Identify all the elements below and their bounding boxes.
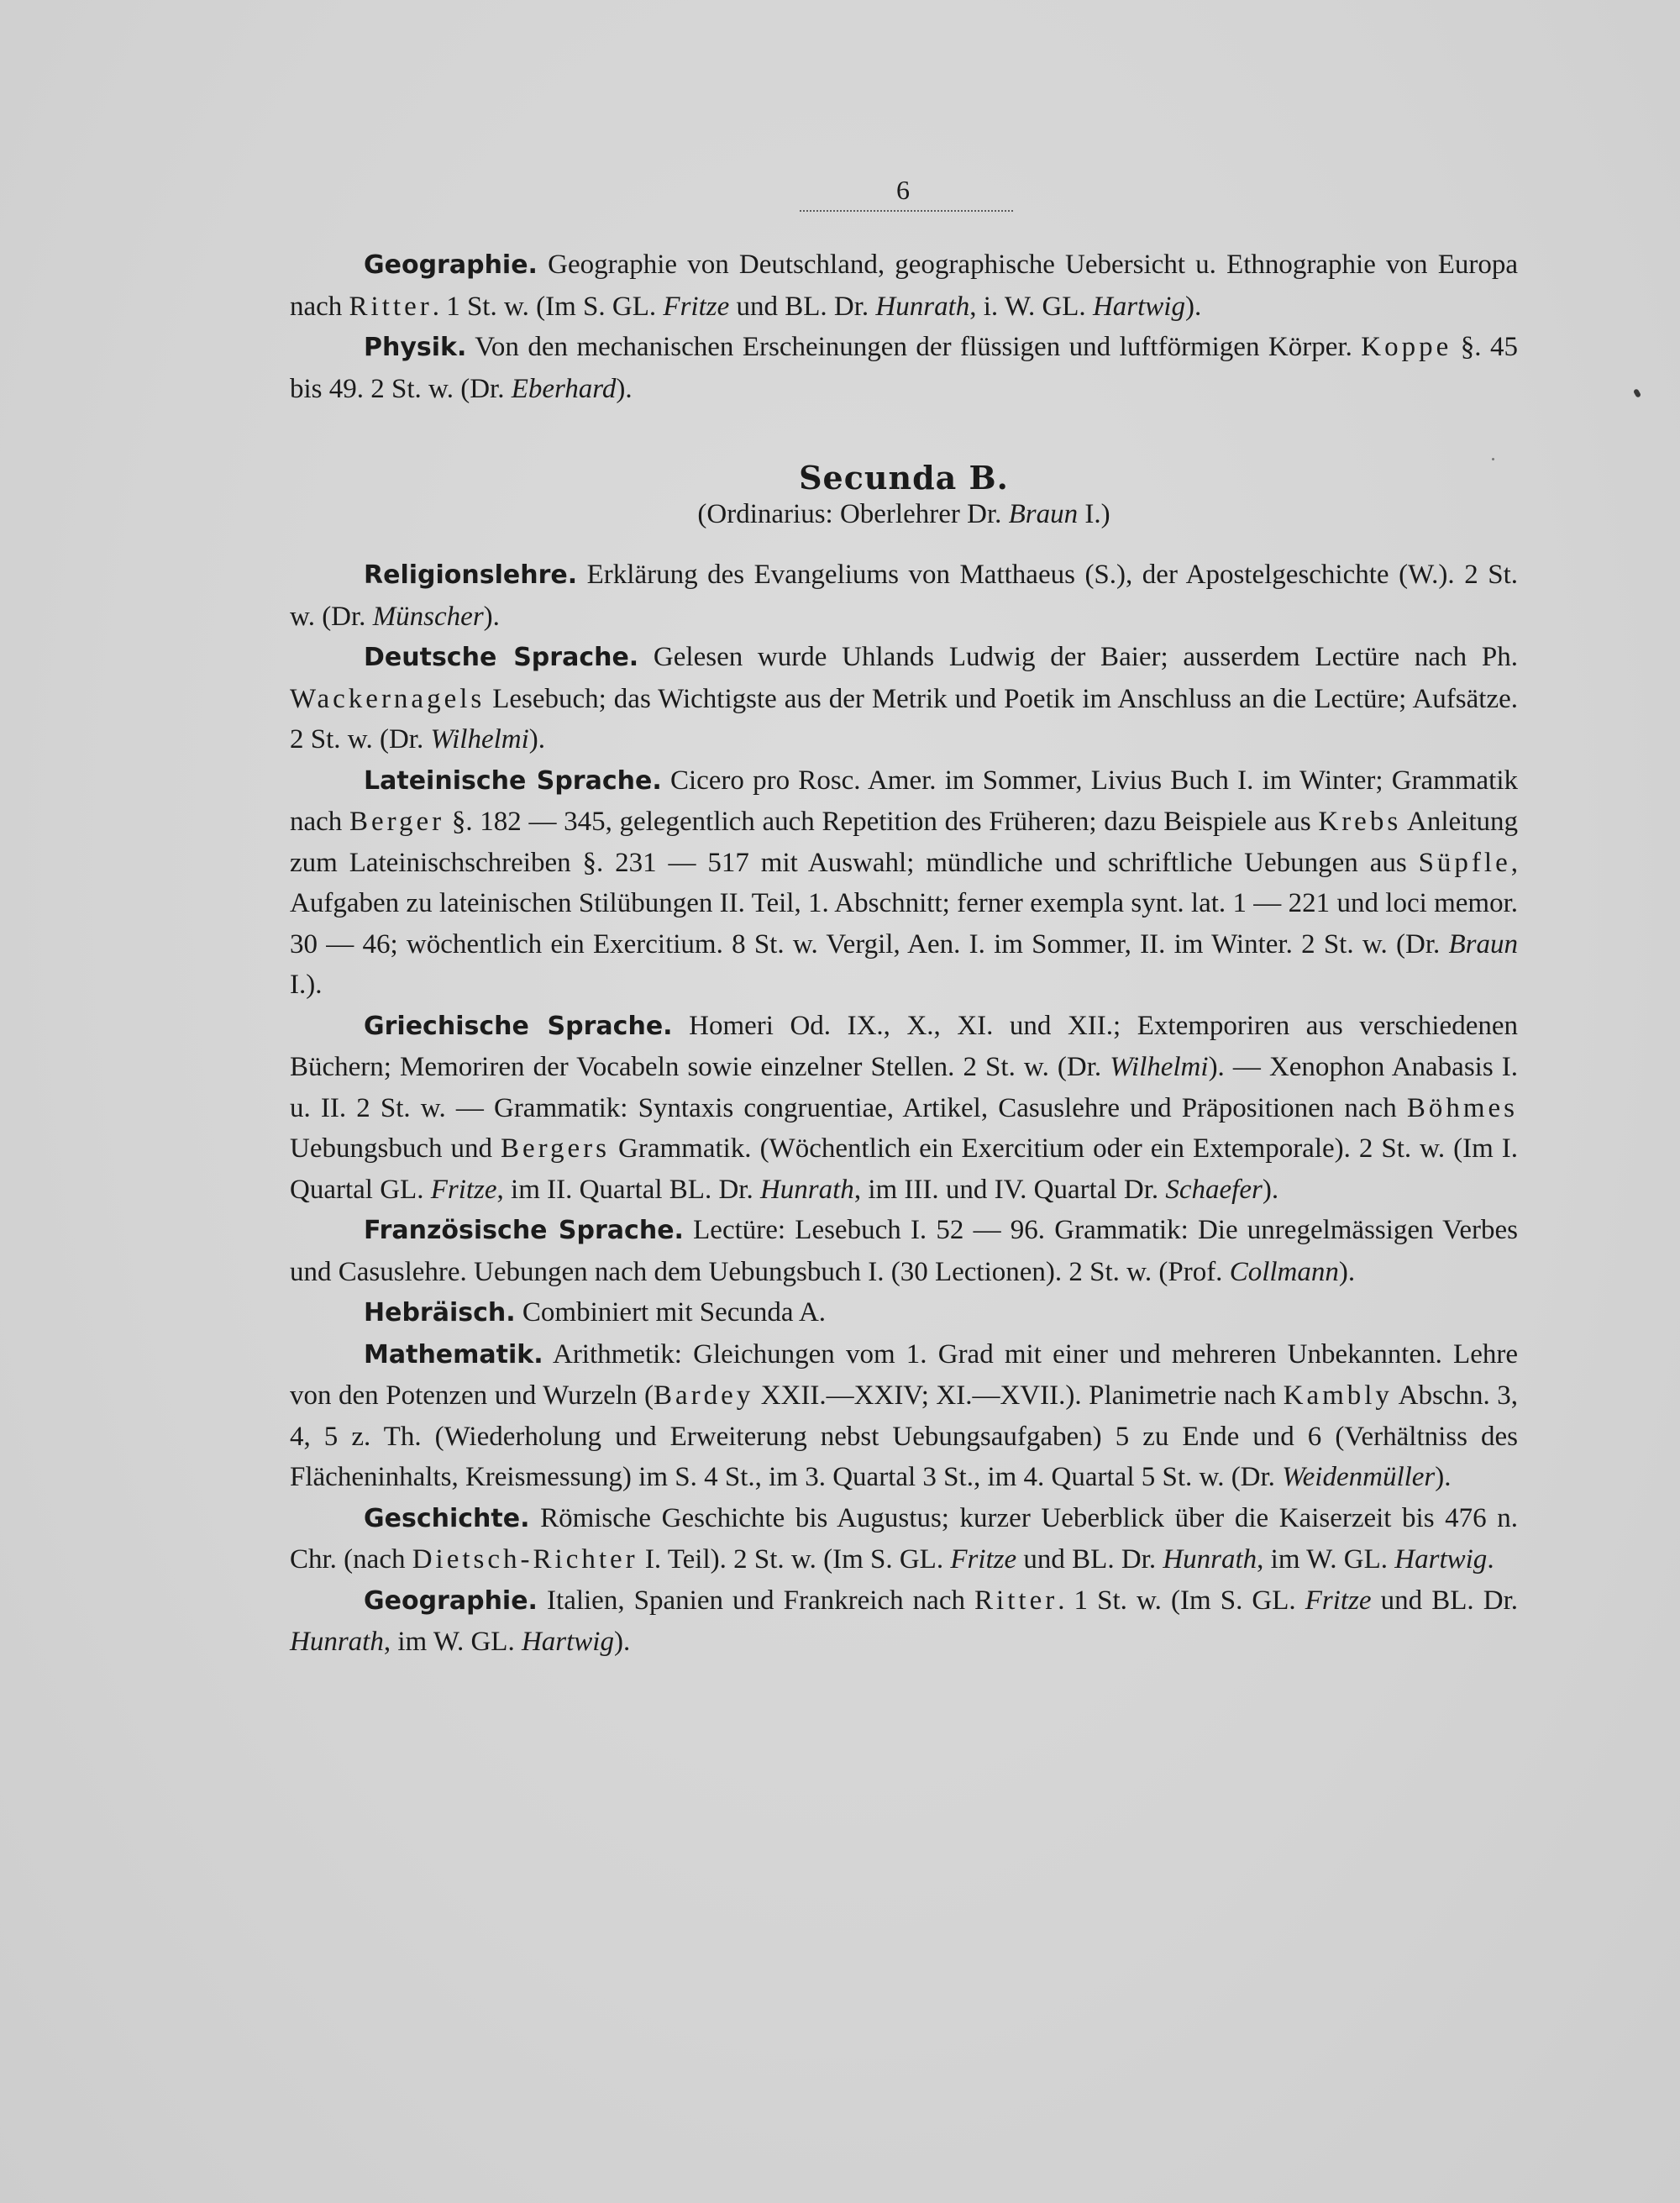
text-run: , im III. und IV. Quartal Dr. bbox=[853, 1174, 1166, 1205]
text-run: Anleitung zum Lateinischschreiben §. 231 — 517 mit Auswahl; mündliche und schriftliche Uebungen aus bbox=[290, 807, 1519, 878]
name-italic: Hunrath bbox=[1163, 1544, 1257, 1575]
text-run: . bbox=[1487, 1544, 1494, 1575]
text-run: XXII.—XXIV; XI.—XVII.). Planimetrie nach bbox=[753, 1380, 1284, 1411]
paragraph bbox=[290, 1292, 1518, 1334]
text-run: ). bbox=[613, 1627, 631, 1657]
subject-label: Religionslehre. bbox=[364, 560, 578, 590]
name-italic: Hartwig bbox=[1092, 291, 1185, 322]
subject-label: Mathematik. bbox=[364, 1339, 543, 1370]
text-run: §. 45 bis 49. 2 St. w. (Dr. bbox=[290, 332, 1518, 404]
paragraph bbox=[290, 244, 1518, 327]
subject-label: Lateinische Sprache. bbox=[364, 765, 662, 796]
name-spaced: Ritter bbox=[974, 1585, 1058, 1616]
text-run: ). bbox=[528, 724, 546, 754]
subject-label: Französische Sprache. bbox=[364, 1216, 684, 1245]
text-run: Combiniert mit Secunda A. bbox=[515, 1297, 827, 1328]
text-run: ). — Xenophon Anabasis I. u. II. 2 St. w. — Grammatik: Syntaxis congruentiae, Artikel, Casuslehre und Präpositionen nach bbox=[290, 1052, 1518, 1123]
text-run: ). bbox=[1338, 1256, 1356, 1287]
text-run: I. Teil). 2 St. w. (Im S. GL. bbox=[638, 1544, 951, 1575]
text-run: , Aufgaben zu lateinischen Stilübungen II. Teil, 1. Abschnitt; ferner exempla synt. lat. 1 — 221 und loci memor. 30 — 46; wöchentlich ein Exercitium. 8 St. w. Vergil, Aen. I. im Sommer, II. im Winter. 2 St. w. (Dr. bbox=[290, 847, 1518, 960]
name-spaced: Ritter bbox=[349, 291, 433, 322]
name-spaced: Berger bbox=[349, 807, 445, 837]
name-spaced: Koppe bbox=[1361, 332, 1452, 362]
text-run: I.). bbox=[290, 970, 323, 1000]
paragraph bbox=[290, 760, 1518, 1006]
text-run: Von den mechanischen Erscheinungen der flüssigen und luftförmigen Körper. bbox=[466, 332, 1362, 362]
paragraph bbox=[290, 1580, 1518, 1663]
text-run: Arithmetik: Gleichungen vom 1. Grad mit einer und mehreren Unbekannten. Lehre von den Potenzen und Wurzeln ( bbox=[290, 1338, 1518, 1411]
subtitle-prefix: (Ordinarius: Oberlehrer Dr. bbox=[697, 499, 1009, 529]
paragraph bbox=[290, 327, 1518, 409]
name-italic: Fritze bbox=[1305, 1585, 1372, 1616]
section-subtitle bbox=[290, 499, 1518, 530]
text-run: Gelesen wurde Uhlands Ludwig der Baier; ausserdem Lectüre nach Ph. bbox=[638, 642, 1518, 672]
subtitle-suffix: I.) bbox=[1078, 499, 1110, 529]
paragraph bbox=[290, 1334, 1518, 1498]
text-run: Lectüre: Lesebuch I. 52 — 96. Grammatik: Die unregelmässigen Verbes und Casuslehre. Uebungen nach dem Uebungsbuch I. (30 Lectionen). 2 St. w. (Prof. bbox=[290, 1215, 1518, 1287]
name-spaced: Kambly bbox=[1283, 1380, 1393, 1411]
name-italic: Wilhelmi bbox=[430, 724, 529, 754]
name-italic: Weidenmüller bbox=[1282, 1462, 1436, 1492]
text-run: Abschn. 3, 4, 5 z. Th. (Wiederholung und Erweiterung nebst Uebungsaufgaben) 5 zu Ende und 6 (Verhältniss des Flächeninhalts, Kreismessung) im S. 4 St., im 3. Quartal 3 St., im 4. Quartal 5 St. w. (Dr. bbox=[290, 1380, 1518, 1492]
section-title: Secunda B. bbox=[799, 459, 1009, 497]
subject-label: Hebräisch. bbox=[364, 1298, 516, 1328]
page-number: 6 bbox=[896, 175, 910, 205]
name-italic: Wilhelmi bbox=[1110, 1052, 1209, 1082]
subject-label: Physik. bbox=[364, 333, 467, 362]
name-italic: Hartwig bbox=[521, 1627, 614, 1657]
text-run: Homeri Od. IX., X., XI. und XII.; Extemporiren aus verschiedenen Büchern; Memoriren der Vocabeln sowie einzelner Stellen. 2 St. w. (Dr. bbox=[290, 1010, 1519, 1082]
subject-label: Geographie. bbox=[364, 1585, 538, 1616]
name-italic: Braun bbox=[1448, 928, 1518, 960]
name-italic: Hunrath bbox=[759, 1174, 854, 1205]
paragraph bbox=[290, 1498, 1518, 1580]
top-paragraphs bbox=[290, 244, 1518, 409]
paragraph bbox=[290, 555, 1518, 637]
text-run: , i. W. GL. bbox=[969, 291, 1093, 322]
subject-label: Griechische Sprache. bbox=[364, 1011, 673, 1041]
text-run: ). bbox=[616, 373, 633, 404]
subtitle-name: Braun bbox=[1008, 499, 1079, 529]
paragraph bbox=[290, 1210, 1518, 1292]
name-spaced: Wackernagels bbox=[290, 683, 486, 714]
text-run: ). bbox=[1184, 291, 1202, 322]
page-number-rule bbox=[800, 210, 1013, 212]
text-run: Erklärung des Evangeliums von Matthaeus (S.), der Apostelgeschichte (W.). 2 St. w. (Dr. bbox=[290, 560, 1518, 632]
name-italic: Fritze bbox=[663, 291, 730, 322]
name-spaced: Süpfle bbox=[1418, 847, 1511, 878]
scan-speck bbox=[1633, 388, 1641, 398]
text-run: Cicero pro Rosc. Amer. im Sommer, Livius Buch I. im Winter; Grammatik nach bbox=[290, 765, 1518, 837]
name-italic: Hartwig bbox=[1394, 1544, 1488, 1575]
text-run: ). bbox=[1262, 1174, 1279, 1205]
name-italic: Hunrath bbox=[875, 291, 970, 322]
text-run: . 1 St. w. (Im S. GL. bbox=[1058, 1585, 1305, 1616]
text-run: ). bbox=[1435, 1462, 1452, 1492]
name-italic: Eberhard bbox=[511, 373, 617, 404]
name-italic: Fritze bbox=[950, 1544, 1017, 1575]
name-spaced: Bergers bbox=[500, 1133, 611, 1164]
text-run: Italien, Spanien und Frankreich nach bbox=[537, 1585, 975, 1616]
paragraph bbox=[290, 1006, 1518, 1211]
text-run: Römische Geschichte bis Augustus; kurzer Ueberblick über die Kaiserzeit bis 476 n. Chr. (nach bbox=[290, 1502, 1518, 1575]
name-italic: Hunrath bbox=[290, 1627, 384, 1657]
text-run: Uebungsbuch und bbox=[290, 1133, 501, 1164]
text-run: Geographie von Deutschland, geographische Uebersicht u. Ethnographie von Europa nach bbox=[290, 250, 1518, 322]
text-run: und BL. Dr. bbox=[729, 291, 876, 322]
text-run: ). bbox=[483, 601, 500, 632]
subject-label: Geschichte. bbox=[364, 1503, 530, 1533]
text-run: , im W. GL. bbox=[1257, 1544, 1395, 1575]
paragraph bbox=[290, 637, 1518, 760]
text-run: und BL. Dr. bbox=[1016, 1544, 1163, 1575]
text-run: , im W. GL. bbox=[383, 1627, 522, 1657]
name-italic: Collmann bbox=[1229, 1256, 1339, 1287]
subject-label: Geographie. bbox=[364, 250, 538, 280]
name-spaced: Dietsch-Richter bbox=[412, 1544, 638, 1575]
name-italic: Fritze bbox=[430, 1174, 497, 1205]
main-paragraphs bbox=[290, 555, 1518, 1663]
name-spaced: Bardey bbox=[653, 1380, 754, 1411]
subject-label: Deutsche Sprache. bbox=[364, 643, 639, 672]
text-run: Lesebuch; das Wichtigste aus der Metrik und Poetik im Anschluss an die Lectüre; Aufsätze. 2 St. w. (Dr. bbox=[290, 683, 1518, 754]
text-run: . 1 St. w. (Im S. GL. bbox=[432, 291, 664, 322]
text-run: , im II. Quartal BL. Dr. bbox=[496, 1174, 760, 1205]
name-spaced: Krebs bbox=[1318, 807, 1402, 837]
text-run: §. 182 — 345, gelegentlich auch Repetition des Früheren; dazu Beispiele aus bbox=[444, 807, 1319, 837]
name-spaced: Böhmes bbox=[1406, 1092, 1518, 1123]
name-italic: Münscher bbox=[372, 601, 484, 632]
name-italic: Schaefer bbox=[1165, 1174, 1263, 1205]
text-run: und BL. Dr. bbox=[1371, 1585, 1518, 1616]
text-run: Grammatik. (Wöchentlich ein Exercitium oder ein Extemporale). 2 St. w. (Im I. Quartal GL. bbox=[290, 1133, 1519, 1205]
